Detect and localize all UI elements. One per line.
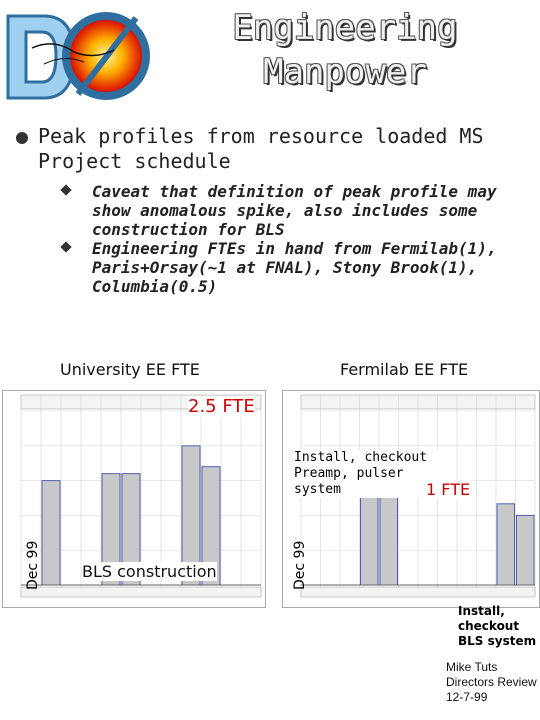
- chart-title-fermilab: Fermilab EE FTE: [340, 360, 469, 379]
- page-title: [205, 6, 485, 94]
- fermilab-chart: [282, 390, 540, 608]
- bullet-dot-icon: [16, 132, 28, 144]
- fermilab-chart-svg: [283, 391, 539, 607]
- title-line-2: Manpower: [263, 52, 427, 92]
- footer-date: 12-7-99: [446, 690, 488, 704]
- main-bullet-text: Peak profiles from resource loaded MS Project schedule: [38, 124, 484, 173]
- bar: [42, 481, 60, 585]
- bar: [517, 515, 535, 585]
- chart-footer: [301, 587, 535, 597]
- bar: [497, 504, 515, 585]
- university-note: BLS construction: [82, 562, 217, 581]
- footer-author: Mike Tuts: [446, 660, 498, 674]
- sub-bullet-1: Caveat that definition of peak profile may show anomalous spike, also includes some construction for BLS: [92, 182, 512, 239]
- chart-title-university: University EE FTE: [60, 360, 200, 379]
- fermilab-note: Install, checkout Preamp, pulser system: [294, 450, 450, 498]
- university-period-label: Dec 99: [25, 540, 41, 590]
- sub-bullet-list: [92, 182, 512, 296]
- sub-bullet-2: Engineering FTEs in hand from Fermilab(1), Paris+Orsay(~1 at FNAL), Stony Brook(1), Columbia(0.5): [92, 239, 512, 296]
- bls-install-note: Install, checkout BLS system: [458, 604, 537, 648]
- chart-footer: [21, 587, 261, 597]
- university-peak-label: 2.5 FTE: [188, 396, 255, 417]
- title-line-1: Engineering: [232, 8, 458, 48]
- footer: [446, 660, 537, 705]
- footer-event: Directors Review: [446, 675, 537, 689]
- fermilab-period-label: Dec 99: [292, 540, 308, 590]
- diamond-bullet-icon: [60, 241, 71, 252]
- main-bullet: [38, 124, 498, 174]
- diamond-bullet-icon: [60, 184, 71, 195]
- d0-logo-icon: [4, 8, 154, 108]
- fermilab-peak-label: 1 FTE: [426, 480, 471, 499]
